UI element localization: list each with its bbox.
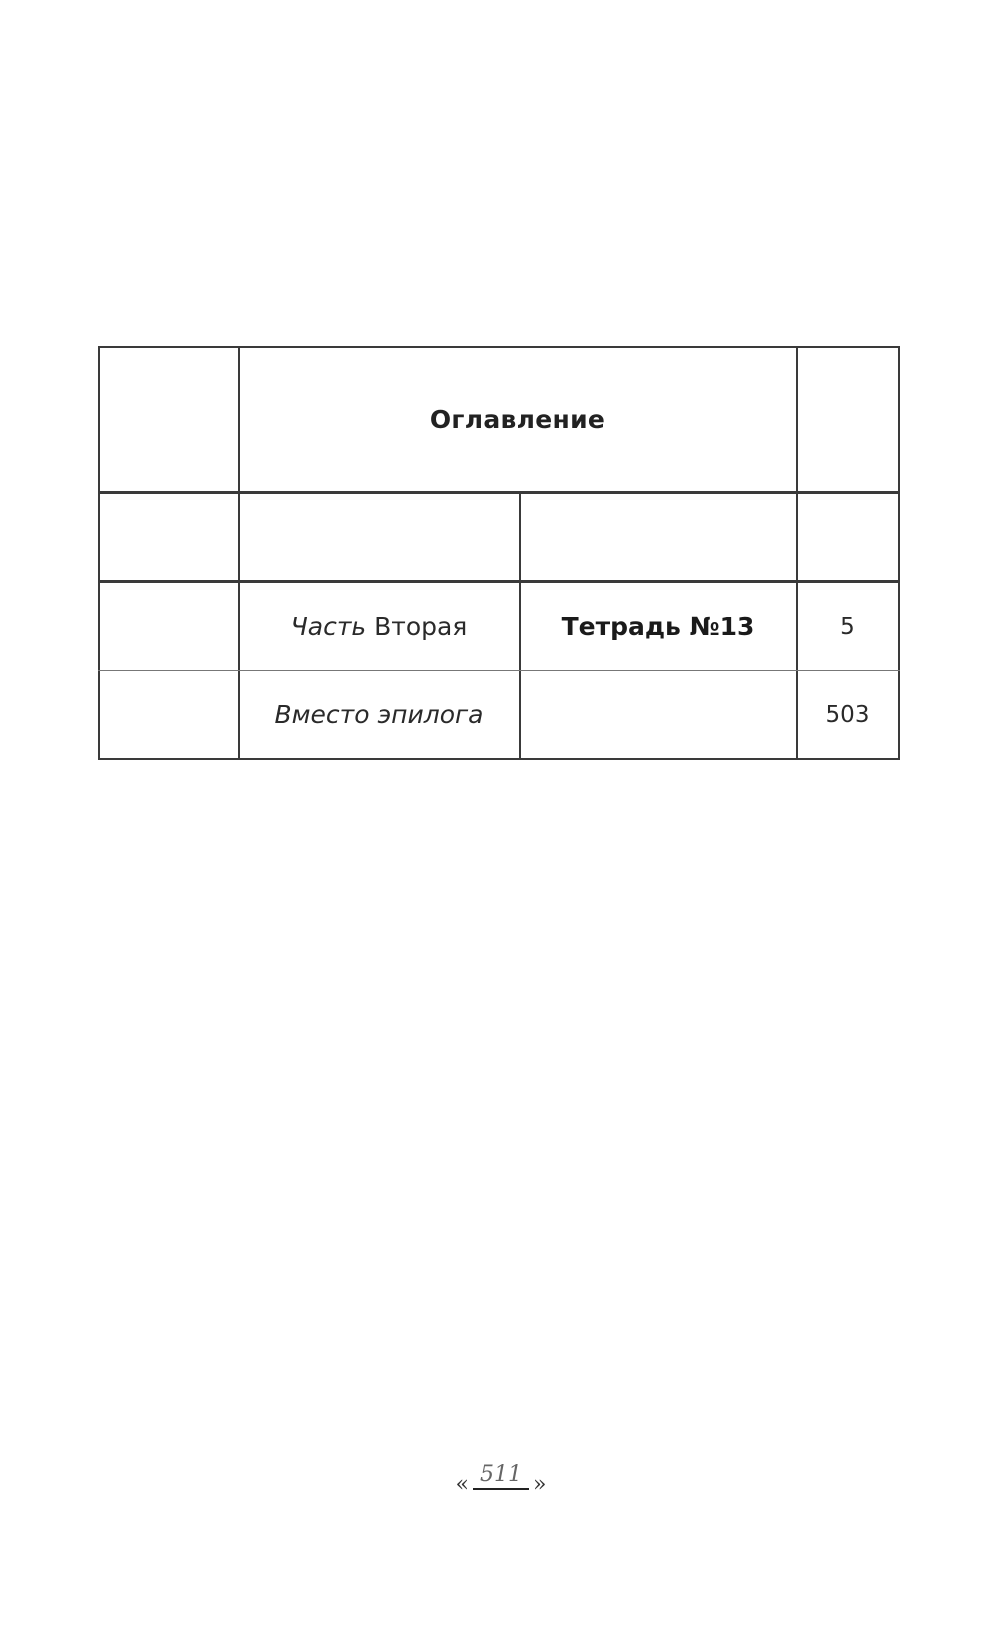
toc-row-page: 5 <box>840 613 855 640</box>
table-border-right <box>898 346 900 760</box>
toc-heading: Оглавление <box>429 404 606 434</box>
toc-row-title: Вместо эпилога <box>274 700 484 729</box>
toc-row-page: 503 <box>825 701 870 728</box>
table-border-left <box>98 346 100 760</box>
part-name: Вторая <box>374 612 468 641</box>
table-of-contents <box>98 346 900 760</box>
page-folio <box>446 1462 556 1502</box>
table-border-bottom <box>98 758 900 760</box>
part-prefix: Часть <box>290 612 367 641</box>
toc-row-part <box>239 582 519 671</box>
handwritten-page-number: 511 <box>473 1462 529 1490</box>
folio-close-quote: » <box>533 1472 547 1497</box>
toc-row-notebook: Тетрадь №13 <box>561 612 755 641</box>
folio-open-quote: « <box>455 1472 469 1497</box>
